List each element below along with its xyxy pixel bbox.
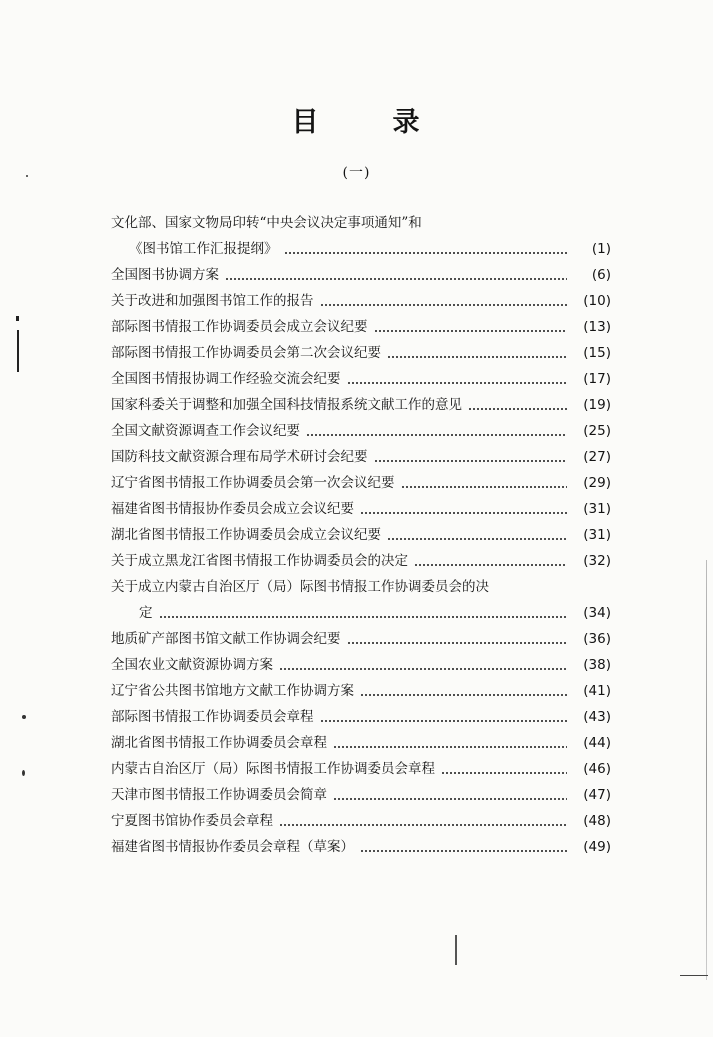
dot-leader	[306, 418, 567, 444]
toc-entry[interactable]	[111, 808, 611, 834]
toc-entry-title: 辽宁省公共图书馆地方文献工作协调方案	[111, 683, 354, 699]
dot-leader	[441, 756, 567, 782]
toc-entry-title: 福建省图书情报协作委员会章程（草案）	[111, 839, 354, 855]
toc-entry-title: 国家科委关于调整和加强全国科技情报系统文献工作的意见	[111, 397, 462, 413]
toc-page-number: (36)	[583, 631, 611, 647]
dot-leader	[414, 548, 567, 574]
scan-speck	[26, 175, 28, 177]
dot-leader	[333, 730, 567, 756]
toc-entry-title: 内蒙古自治区厅（局）际图书情报工作协调委员会章程	[111, 761, 435, 777]
dot-leader	[387, 522, 567, 548]
toc-entry-title: 国防科技文献资源合理布局学术研讨会纪要	[111, 449, 368, 465]
toc-page-number: (31)	[583, 501, 611, 517]
toc-page-number: (43)	[583, 709, 611, 725]
dot-leader	[360, 496, 567, 522]
dot-leader	[333, 782, 567, 808]
toc-entry-title: 湖北省图书情报工作协调委员会成立会议纪要	[111, 527, 381, 543]
toc-entry-title: 辽宁省图书情报工作协调委员会第一次会议纪要	[111, 475, 395, 491]
toc-entry[interactable]	[111, 496, 611, 522]
toc-entry-title-line: 文化部、国家文物局印转“中央会议决定事项通知”和	[111, 215, 422, 231]
toc-entry[interactable]	[111, 834, 611, 860]
toc-entry[interactable]	[111, 782, 611, 808]
toc-page-number: (19)	[583, 397, 611, 413]
scan-stroke	[455, 935, 457, 965]
toc-entry[interactable]	[111, 314, 611, 340]
dot-leader	[225, 262, 567, 288]
scan-speck	[22, 715, 26, 719]
dot-leader	[374, 444, 568, 470]
toc-entry[interactable]	[111, 262, 611, 288]
toc-page-number: (49)	[583, 839, 611, 855]
dot-leader	[320, 704, 568, 730]
toc-entry-title: 部际图书情报工作协调委员会成立会议纪要	[111, 319, 368, 335]
scan-speck	[16, 316, 19, 321]
toc-entry-title: 全国文献资源调查工作会议纪要	[111, 423, 300, 439]
toc-entry-title: 湖北省图书情报工作协调委员会章程	[111, 735, 327, 751]
dot-leader	[320, 288, 568, 314]
toc-page-number: (31)	[583, 527, 611, 543]
toc-entry[interactable]	[111, 756, 611, 782]
toc-entry-title: 关于改进和加强图书馆工作的报告	[111, 293, 314, 309]
toc-entry-title: 关于成立黑龙江省图书情报工作协调委员会的决定	[111, 553, 408, 569]
toc-entry[interactable]	[111, 730, 611, 756]
scan-binding-mark	[17, 330, 19, 372]
toc-entry[interactable]	[111, 392, 611, 418]
toc-page-number: (1)	[591, 241, 611, 257]
toc-entry-title: 宁夏图书馆协作委员会章程	[111, 813, 273, 829]
dot-leader	[387, 340, 567, 366]
page-edge-shadow	[706, 560, 707, 980]
toc-entry[interactable]	[111, 366, 611, 392]
toc-entry[interactable]	[111, 288, 611, 314]
toc-entry[interactable]	[111, 418, 611, 444]
toc-page-number: (15)	[583, 345, 611, 361]
toc-page-number: (41)	[583, 683, 611, 699]
title-char-2: 录	[392, 107, 422, 138]
toc-entry[interactable]	[111, 522, 611, 548]
toc-page-number: (44)	[583, 735, 611, 751]
dot-leader	[279, 652, 567, 678]
dot-leader	[159, 600, 568, 626]
toc-entry-title: 全国图书协调方案	[111, 267, 219, 283]
toc-page-number: (13)	[583, 319, 611, 335]
dot-leader	[347, 366, 568, 392]
toc-entry-title-line: 关于成立内蒙古自治区厅（局）际图书情报工作协调委员会的决	[111, 579, 489, 595]
toc-page-number: (6)	[591, 267, 611, 283]
toc-entry[interactable]	[111, 548, 611, 574]
toc-page-number: (47)	[583, 787, 611, 803]
toc-page-number: (29)	[583, 475, 611, 491]
toc-page-number: (46)	[583, 761, 611, 777]
dot-leader	[468, 392, 567, 418]
toc-entry-title: 部际图书情报工作协调委员会章程	[111, 709, 314, 725]
toc-entry[interactable]	[111, 652, 611, 678]
toc-page-number: (32)	[583, 553, 611, 569]
toc-entry[interactable]	[111, 678, 611, 704]
toc-page-number: (17)	[583, 371, 611, 387]
toc-entry[interactable]	[111, 340, 611, 366]
toc-entry[interactable]	[111, 444, 611, 470]
dot-leader	[360, 678, 567, 704]
dot-leader	[284, 236, 568, 262]
dot-leader	[279, 808, 567, 834]
toc-page-number: (25)	[583, 423, 611, 439]
toc-page-number: (38)	[583, 657, 611, 673]
toc-page-number: (27)	[583, 449, 611, 465]
toc-entry-title: 《图书馆工作汇报提纲》	[129, 241, 278, 257]
toc-entry[interactable]	[111, 210, 611, 262]
title-char-1: 目	[291, 107, 321, 138]
toc-entry-title: 部际图书情报工作协调委员会第二次会议纪要	[111, 345, 381, 361]
page-title	[0, 100, 713, 139]
toc-entry-title: 地质矿产部图书馆文献工作协调会纪要	[111, 631, 341, 647]
dot-leader	[374, 314, 568, 340]
scan-speck	[22, 770, 25, 776]
table-of-contents	[111, 210, 611, 860]
dot-leader	[401, 470, 568, 496]
toc-entry-title: 天津市图书情报工作协调委员会简章	[111, 787, 327, 803]
toc-page-number: (34)	[583, 605, 611, 621]
toc-page-number: (48)	[583, 813, 611, 829]
section-label: (一)	[342, 165, 371, 181]
toc-page-number: (10)	[583, 293, 611, 309]
scan-stroke	[680, 975, 708, 976]
dot-leader	[347, 626, 568, 652]
toc-entry-title: 全国图书情报协调工作经验交流会纪要	[111, 371, 341, 387]
dot-leader	[360, 834, 567, 860]
toc-entry-title: 定	[139, 605, 153, 621]
toc-entry[interactable]	[111, 626, 611, 652]
toc-entry[interactable]	[111, 470, 611, 496]
toc-entry-title: 福建省图书情报协作委员会成立会议纪要	[111, 501, 354, 517]
toc-entry[interactable]	[111, 704, 611, 730]
toc-entry[interactable]	[111, 574, 611, 626]
toc-entry-title: 全国农业文献资源协调方案	[111, 657, 273, 673]
